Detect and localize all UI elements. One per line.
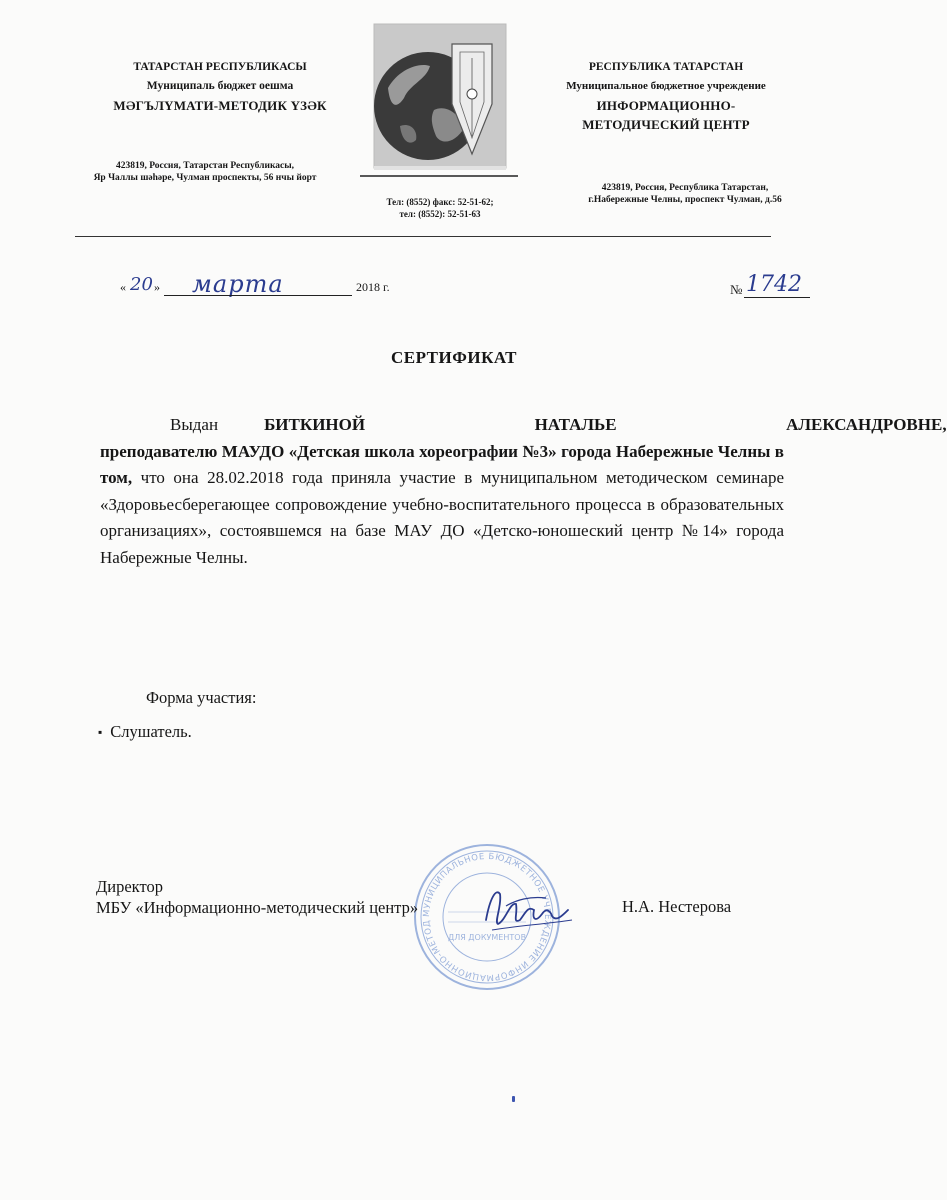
- header-right-address: [560, 182, 810, 206]
- signatory-position1: Директор: [96, 877, 163, 896]
- header-phone1: Тел: (8552) факс: 52-51-62;: [386, 197, 494, 207]
- header-left-line2: Муниципаль бюджет оешма: [146, 80, 294, 92]
- body-issued: Выдан: [170, 415, 219, 434]
- body-paragraph: [100, 439, 784, 572]
- date-quote-open: «: [120, 280, 126, 294]
- header-left-addr1: 423819, Россия, Татарстан Республикасы,: [115, 161, 295, 171]
- header-right-line3: ИНФОРМАЦИОННО-: [596, 98, 736, 113]
- certificate-body: [100, 412, 947, 571]
- number-handwritten: 1742: [746, 272, 802, 297]
- header-left: [70, 58, 370, 115]
- organization-logo: [360, 18, 518, 180]
- header-left-line3: МӘГЪЛҮМАТИ-МЕТОДИК ҮЗӘК: [113, 98, 327, 113]
- date-underline: [164, 295, 352, 296]
- date-line: [120, 270, 410, 298]
- date-month-handwritten: марта: [192, 270, 284, 298]
- participation-label: Форма участия:: [146, 688, 257, 707]
- header-divider: [75, 236, 771, 237]
- body-description: что она 28.02.2018 года приняла участие в муниципальном методическом семинаре «Здоровьесберегающее сопровождение учебно-воспитательного процесса в образовательных организациях», состоявшемся на базе МАУ ДО «Детско-юношеский центр №14» города Набережные Челны.: [100, 468, 784, 567]
- body-recipient-name: БИТКИНОЙ НАТАЛЬЕ АЛЕКСАНДРОВНЕ,: [264, 415, 947, 434]
- number-prefix: №: [730, 282, 743, 297]
- document-title: СЕРТИФИКАТ: [390, 348, 518, 367]
- number-underline: [744, 297, 810, 298]
- document-number: [730, 272, 820, 298]
- participation-item-text: Слушатель.: [110, 722, 192, 741]
- header-phone2: тел: (8552): 52-51-63: [399, 209, 481, 219]
- bullet-icon: ▪: [98, 725, 103, 739]
- signatory-name: Н.А. Нестерова: [622, 897, 732, 916]
- header-right-line1: РЕСПУБЛИКА ТАТАРСТАН: [588, 61, 744, 73]
- date-year: 2018 г.: [356, 280, 390, 294]
- body-position: преподавателю МАУДО «Детская школа хореографии №3» города Набережные Челны в том,: [100, 441, 784, 487]
- date-quote-close: »: [154, 280, 160, 294]
- header-left-address: [40, 160, 370, 184]
- handwritten-signature: [476, 880, 576, 940]
- date-day-handwritten: 20: [130, 274, 153, 295]
- signature-block: [96, 876, 418, 918]
- participation-item: [98, 722, 192, 742]
- header-left-addr2: Яр Чаллы шәһәре, Чулман проспекты, 56 нчы йорт: [93, 173, 317, 183]
- stamp-center-text: ДЛЯ ДОКУМЕНТОВ: [447, 933, 527, 942]
- signatory-position2: МБУ «Информационно-методический центр»: [96, 898, 419, 917]
- ink-mark: [512, 1096, 515, 1102]
- body-first-line: [100, 412, 947, 439]
- header-left-line1: ТАТАРСТАН РЕСПУБЛИКАСЫ: [133, 61, 307, 73]
- header-right-line4: МЕТОДИЧЕСКИЙ ЦЕНТР: [582, 117, 750, 132]
- header-right-addr2: г.Набережные Челны, проспект Чулман, д.56: [588, 195, 782, 205]
- header-right: [520, 58, 812, 134]
- stamp-ring-text: МУНИЦИПАЛЬНОЕ БЮДЖЕТНОЕ УЧРЕЖДЕНИЕ ИНФОРМАЦИОННО-МЕТОД: [421, 851, 553, 983]
- header-right-addr1: 423819, Россия, Республика Татарстан,: [601, 183, 769, 193]
- header-right-line2: Муниципальное бюджетное учреждение: [566, 80, 766, 92]
- header-center-phones: [340, 196, 540, 220]
